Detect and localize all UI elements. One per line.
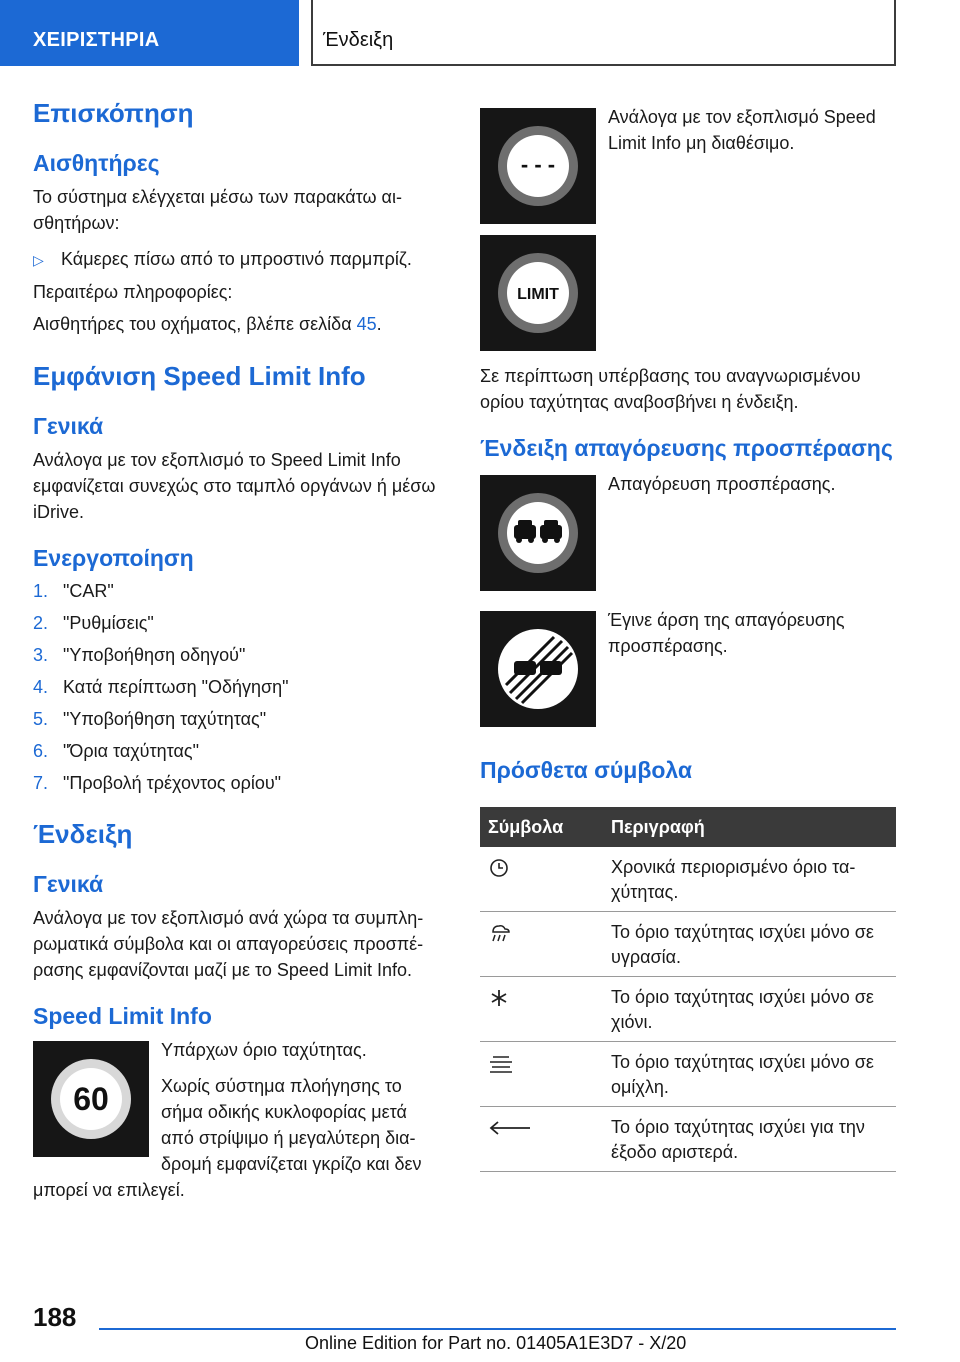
list-item — [33, 639, 443, 671]
overview-heading: Επισκόπηση — [33, 98, 194, 128]
step-text: Κατά περίπτωση "Οδήγηση" — [63, 677, 289, 697]
step-number: 5. — [33, 709, 49, 729]
table-cell-icon — [480, 1107, 603, 1172]
clock-icon — [488, 857, 510, 879]
step-number: 6. — [33, 741, 49, 761]
table-header-row — [480, 807, 896, 847]
dash-sign-label: - - - — [520, 152, 556, 177]
page-number: 188 — [33, 1302, 77, 1332]
table-cell-text: Το όριο ταχύτητας ισχύει μόνο σε ομίχλη. — [603, 1042, 896, 1107]
table-header-symbols: Σύμβολα — [480, 807, 603, 847]
table-cell-icon — [480, 977, 603, 1042]
display-heading: Εμφάνιση Speed Limit Info — [33, 361, 366, 391]
general2-text: Ανάλογα με τον εξοπλισμό ανά χώρα τα συμπλη-ρωματικά σύμβολα και οι απαγορεύσεις προσπέ-ρασης εμφανίζονται μαζί με το Speed Limit Info. — [33, 908, 424, 980]
dash-sign-icon — [480, 108, 596, 224]
no-pass-heading: Ένδειξη απαγόρευσης προσπέρασης — [480, 435, 893, 461]
header-chapter-box — [311, 0, 896, 66]
list-item — [33, 735, 443, 767]
step-number: 3. — [33, 645, 49, 665]
table-cell-text: Χρονικά περιορισμένο όριο τα-χύτητας. — [603, 847, 896, 912]
step-text: "Υποβοήθηση οδηγού" — [63, 645, 246, 665]
list-item — [33, 671, 443, 703]
exceed-text: Σε περίπτωση υπέρβασης του αναγνωρισμένου ορίου ταχύτητας αναβοσβήνει η ένδειξη. — [480, 366, 861, 412]
sensors-heading: Αισθητήρες — [33, 150, 160, 176]
speed-60-sign-figure — [33, 1041, 149, 1157]
table-cell-text: Το όριο ταχύτητας ισχύει μόνο σε χιόνι. — [603, 977, 896, 1042]
general-heading: Γενικά — [33, 413, 104, 439]
step-number: 1. — [33, 581, 49, 601]
step-number: 7. — [33, 773, 49, 793]
no-pass-row — [480, 475, 896, 591]
list-item — [33, 703, 443, 735]
header-section-tab — [0, 0, 299, 66]
more-info-text: Περαιτέρω πληροφορίες: — [33, 282, 233, 302]
left-column — [33, 96, 443, 1203]
table-header-description: Περιγραφή — [603, 807, 896, 847]
end-pass-sign-figure — [480, 611, 596, 727]
step-text: "Προβολή τρέχοντος ορίου" — [63, 773, 282, 793]
table-row — [480, 1107, 896, 1172]
extra-symbols-heading: Πρόσθετα σύμβολα — [480, 757, 693, 783]
limit-sign-label: LIMIT — [517, 286, 559, 303]
table-row — [480, 847, 896, 912]
footer-divider — [99, 1328, 896, 1330]
edition-text: Online Edition for Part no. 01405A1E3D7 - X/20 — [305, 1333, 687, 1353]
indication-heading: Ένδειξη — [33, 819, 133, 849]
table-cell-text: Το όριο ταχύτητας ισχύει μόνο σε υγρασία. — [603, 912, 896, 977]
no-overtaking-icon — [480, 475, 596, 591]
step-number: 2. — [33, 613, 49, 633]
general-text: Ανάλογα με τον εξοπλισμό το Speed Limit Info εμφανίζεται συνεχώς στο ταμπλό οργάνων ή μέσω iDrive. — [33, 450, 436, 522]
list-item — [33, 767, 443, 799]
step-text: "Ρυθμίσεις" — [63, 613, 154, 633]
sli-text-2: Χωρίς σύστημα πλοήγησης το σήμα οδικής κυκλοφορίας μετά από στρίψιμο ή μεγαλύτερη δια-δρομή εμφανίζεται γκρίζο και δεν μπορεί να επιλεγεί. — [33, 1076, 422, 1200]
dash-sign-row — [480, 108, 896, 224]
reference-text: Αισθητήρες του οχήματος, βλέπε σελίδα — [33, 314, 352, 334]
speed-60-label: 60 — [73, 1081, 109, 1117]
end-of-no-overtaking-icon — [480, 611, 596, 727]
activation-heading: Ενεργοποίηση — [33, 545, 194, 571]
sensors-text: Το σύστημα ελέγχεται μέσω των παρακάτω αι-σθητήρων: — [33, 187, 402, 233]
sensors-bullet-text: Κάμερες πίσω από το μπροστινό παρμπρίζ. — [61, 249, 412, 269]
header-section-title: ΧΕΙΡΙΣΤΗΡΙΑ — [33, 29, 160, 51]
snowflake-icon — [488, 987, 510, 1009]
reference-end: . — [376, 314, 382, 334]
sli-heading: Speed Limit Info — [33, 1003, 212, 1029]
limit-sign-figure — [480, 235, 596, 351]
speed-60-sign-icon — [33, 1041, 149, 1157]
symbols-table — [480, 807, 896, 1172]
sli-text-1: Υπάρχων όριο ταχύτητας. — [161, 1040, 367, 1060]
end-pass-row — [480, 611, 896, 727]
arrow-left-icon — [488, 1117, 532, 1139]
table-cell-icon — [480, 912, 603, 977]
right-column — [480, 108, 896, 1172]
triangle-bullet-icon: ▷ — [33, 252, 44, 268]
list-item — [33, 607, 443, 639]
dash-sign-figure — [480, 108, 596, 224]
no-pass-sign-figure — [480, 475, 596, 591]
table-row — [480, 912, 896, 977]
sensors-reference — [33, 311, 443, 337]
table-row — [480, 1042, 896, 1107]
general2-heading: Γενικά — [33, 871, 104, 897]
table-cell-text: Το όριο ταχύτητας ισχύει για την έξοδο αριστερά. — [603, 1107, 896, 1172]
limit-sign-icon — [480, 235, 596, 351]
step-text: "CAR" — [63, 581, 114, 601]
sensors-bullet — [33, 246, 443, 273]
list-item — [33, 575, 443, 607]
reference-page-link[interactable]: 45 — [356, 314, 377, 334]
end-pass-text: Έγινε άρση της απαγόρευσης προσπέρασης. — [608, 610, 845, 656]
step-text: "Όρια ταχύτητας" — [63, 741, 199, 761]
rain-icon — [488, 922, 512, 944]
table-cell-icon — [480, 847, 603, 912]
header-chapter-title: Ένδειξη — [323, 29, 394, 51]
table-cell-icon — [480, 1042, 603, 1107]
table-row — [480, 977, 896, 1042]
no-pass-text: Απαγόρευση προσπέρασης. — [608, 474, 836, 494]
dash-text: Ανάλογα με τον εξοπλισμό Speed Limit Info μη διαθέσιμο. — [608, 107, 876, 153]
step-text: "Υποβοήθηση ταχύτητας" — [63, 709, 267, 729]
activation-steps — [33, 575, 443, 799]
sli-block — [33, 1037, 443, 1203]
limit-sign-row — [480, 235, 896, 351]
step-number: 4. — [33, 677, 49, 697]
fog-icon — [488, 1052, 514, 1074]
